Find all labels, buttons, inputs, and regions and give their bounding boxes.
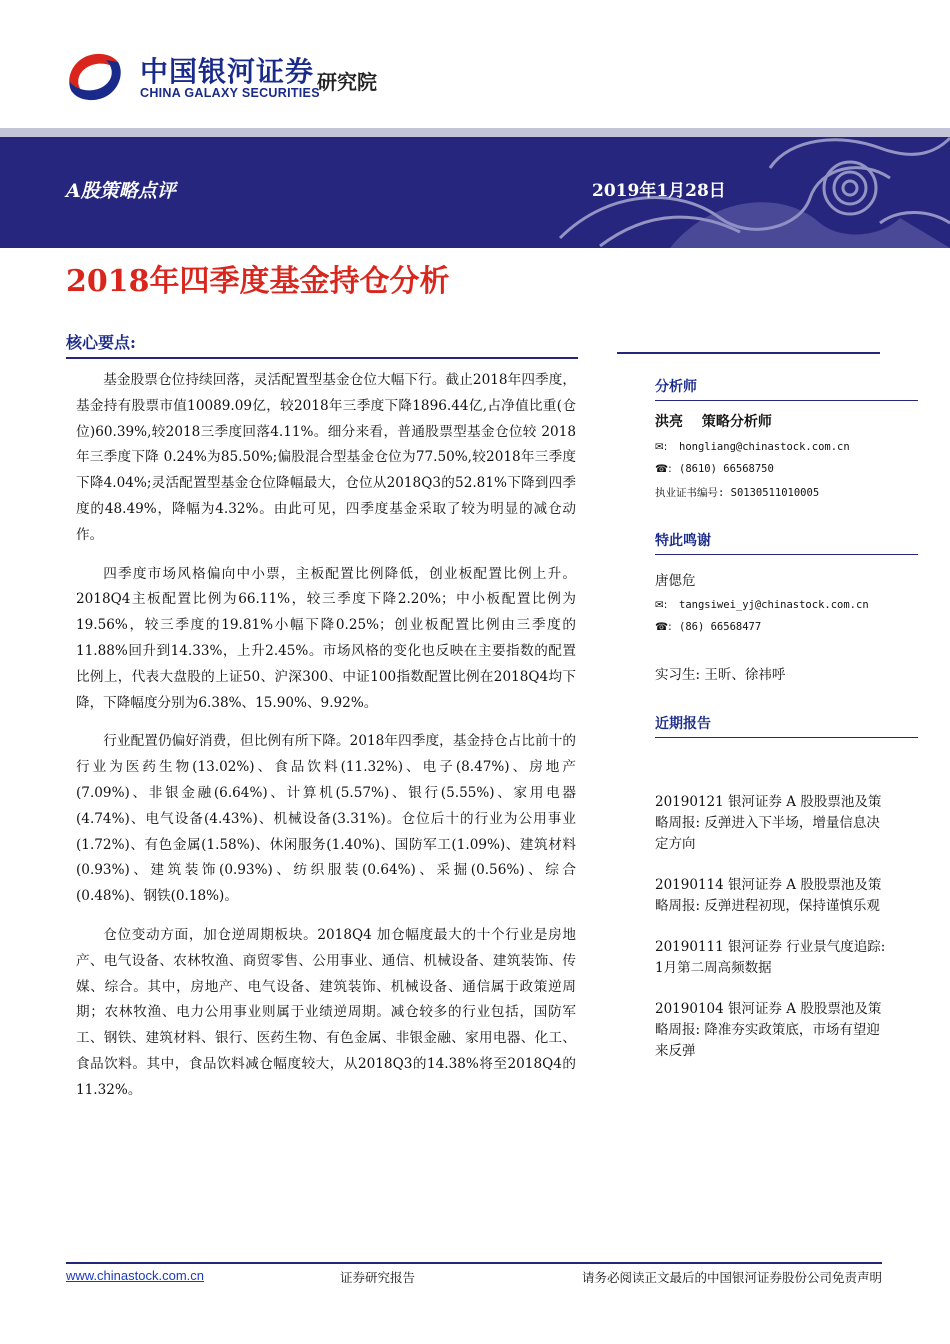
- analyst-heading: 分析师: [655, 376, 918, 401]
- sidebar: [617, 352, 887, 1082]
- institute-label: 研究院: [317, 70, 377, 94]
- thanks-block: [655, 569, 887, 683]
- recent-report-item[interactable]: 20190121 银河证券 A 股股票池及策略周报: 反弹进入下半场，增量信息决定方向: [655, 794, 882, 852]
- thanks-email-line: [655, 599, 887, 611]
- analyst-phone-line: [655, 463, 887, 475]
- core-paragraph-4: 仓位变动方面，加仓逆周期板块。2018Q4 加仓幅度最大的十个行业是房地产、电气设备、农林牧渔、商贸零售、公用事业、通信、机械设备、建筑装饰、传媒、综合。其中，房地产、电气设备、建筑装饰、机械设备、通信属于政策逆周期；农林牧渔、电力公用事业则属于业绩逆周期。减仓较多的行业包括，国防军工、钢铁、建筑材料、银行、医药生物、有色金属、非银金融、家用电器、化工、食品饮料。其中，食品饮料减仓幅度较大，从2018Q3的14.38%将至2018Q4的11.32%。: [76, 926, 576, 1098]
- email-icon: ✉:: [655, 441, 668, 453]
- header-banner: [0, 128, 950, 248]
- recent-report-item[interactable]: 20190114 银河证券 A 股股票池及策略周报: 反弹进程初现，保持谨慎乐观: [655, 877, 882, 914]
- analyst-name-line: [655, 411, 887, 431]
- recent-reports-heading: 近期报告: [655, 713, 918, 738]
- page-title: 2018年四季度基金持仓分析: [66, 264, 450, 299]
- core-points-heading: 核心要点:: [66, 330, 578, 359]
- core-points-body: [76, 368, 576, 1117]
- analyst-email-line: [655, 441, 887, 453]
- thanks-phone-line: [655, 621, 887, 633]
- logo-en-text: CHINA GALAXY SECURITIES: [140, 86, 320, 100]
- core-paragraph-3: 行业配置仍偏好消费，但比例有所下降。2018年四季度，基金持仓占比前十的行业为医药生物(13.02%)、食品饮料(11.32%)、电子(8.47%)、房地产(7.09%)、非银金融(6.64%)、计算机(5.57%)、银行(5.55%)、家用电器(4.74%)、电气设备(4.43%)、机械设备(3.31%)。仓位后十的行业为公用事业(1.72%)、有色金属(1.58%)、休闲服务(1.40%)、国防军工(1.09%)、建筑材料(0.93%)、建筑装饰(0.93%)、纺织服装(0.64%)、采掘(0.56%)、综合(0.48%)、钢铁(0.18%)。: [76, 733, 576, 905]
- recent-report-item[interactable]: 20190111 银河证券 行业景气度追踪: 1月第二周高频数据: [655, 939, 886, 976]
- analyst-name: 洪亮: [655, 414, 683, 430]
- footer-report-type: 证券研究报告: [340, 1270, 416, 1285]
- core-paragraph-2: 四季度市场风格偏向中小票，主板配置比例降低，创业板配置比例上升。2018Q4主板配置比例为66.11%，较三季度下降2.20%；中小板配置比例为19.56%，较三季度的19.81%小幅下降0.25%；创业板配置比例由三季度的11.88%回升到14.33%，上升2.45%。市场风格的变化也反映在主要指数的配置比例上，代表大盘股的上证50、沪深300、中证100指数配置比例在2018Q4均下降，下降幅度分别为6.38%、15.90%、9.92%。: [76, 565, 576, 711]
- thanks-email[interactable]: tangsiwei_yj@chinastock.com.cn: [679, 599, 869, 611]
- thanks-name: 唐偲危: [655, 573, 696, 589]
- analyst-license: 执业证书编号: S0130511010005: [655, 487, 820, 499]
- footer-rule: [66, 1262, 882, 1264]
- phone-icon: ☎:: [655, 463, 672, 475]
- company-logo: [62, 48, 402, 108]
- recent-reports-list: [655, 792, 887, 1062]
- cloud-pattern-icon: [520, 128, 950, 248]
- thanks-phone: (86) 66568477: [679, 621, 762, 633]
- recent-report-item[interactable]: 20190104 银河证券 A 股股票池及策略周报: 降准夯实政策底，市场有望迎来反弹: [655, 1001, 882, 1059]
- footer-disclaimer: 请务必阅读正文最后的中国银河证券股份公司免责声明: [581, 1270, 882, 1285]
- email-icon: ✉:: [655, 599, 668, 611]
- footer-website-link[interactable]: www.chinastock.com.cn: [66, 1268, 204, 1283]
- report-category: A股策略点评: [66, 180, 176, 202]
- analyst-title: 策略分析师: [701, 414, 772, 430]
- analyst-phone: (8610) 66568750: [679, 463, 774, 475]
- analyst-email[interactable]: hongliang@chinastock.com.cn: [679, 441, 850, 453]
- sidebar-top-rule: [617, 352, 880, 354]
- report-date: 2019年1月28日: [592, 181, 726, 201]
- galaxy-logo-icon: [62, 48, 128, 106]
- logo-cn-text: 中国银河证券: [140, 55, 315, 88]
- analyst-block: [655, 411, 887, 500]
- thanks-heading: 特此鸣谢: [655, 530, 918, 555]
- core-paragraph-1: 基金股票仓位持续回落，灵活配置型基金仓位大幅下行。截止2018年四季度，基金持有股票市值10089.09亿，较2018年三季度下降1896.44亿,占净值比重(仓位)60.39%,较2018三季度回落4.11%。细分来看，普通股票型基金仓位较 2018 年三季度下降 0.24%为85.50%;偏股混合型基金仓位为77.50%,较2018年三季度下降4.04%;灵活配置型基金仓位降幅最大，仓位从2018Q3的52.81%下降到四季度的48.49%，降幅为4.32%。由此可见，四季度基金采取了较为明显的减仓动作。: [76, 372, 576, 543]
- phone-icon: ☎:: [655, 621, 672, 633]
- interns-line: 实习生: 王昕、徐祎呼: [655, 667, 786, 683]
